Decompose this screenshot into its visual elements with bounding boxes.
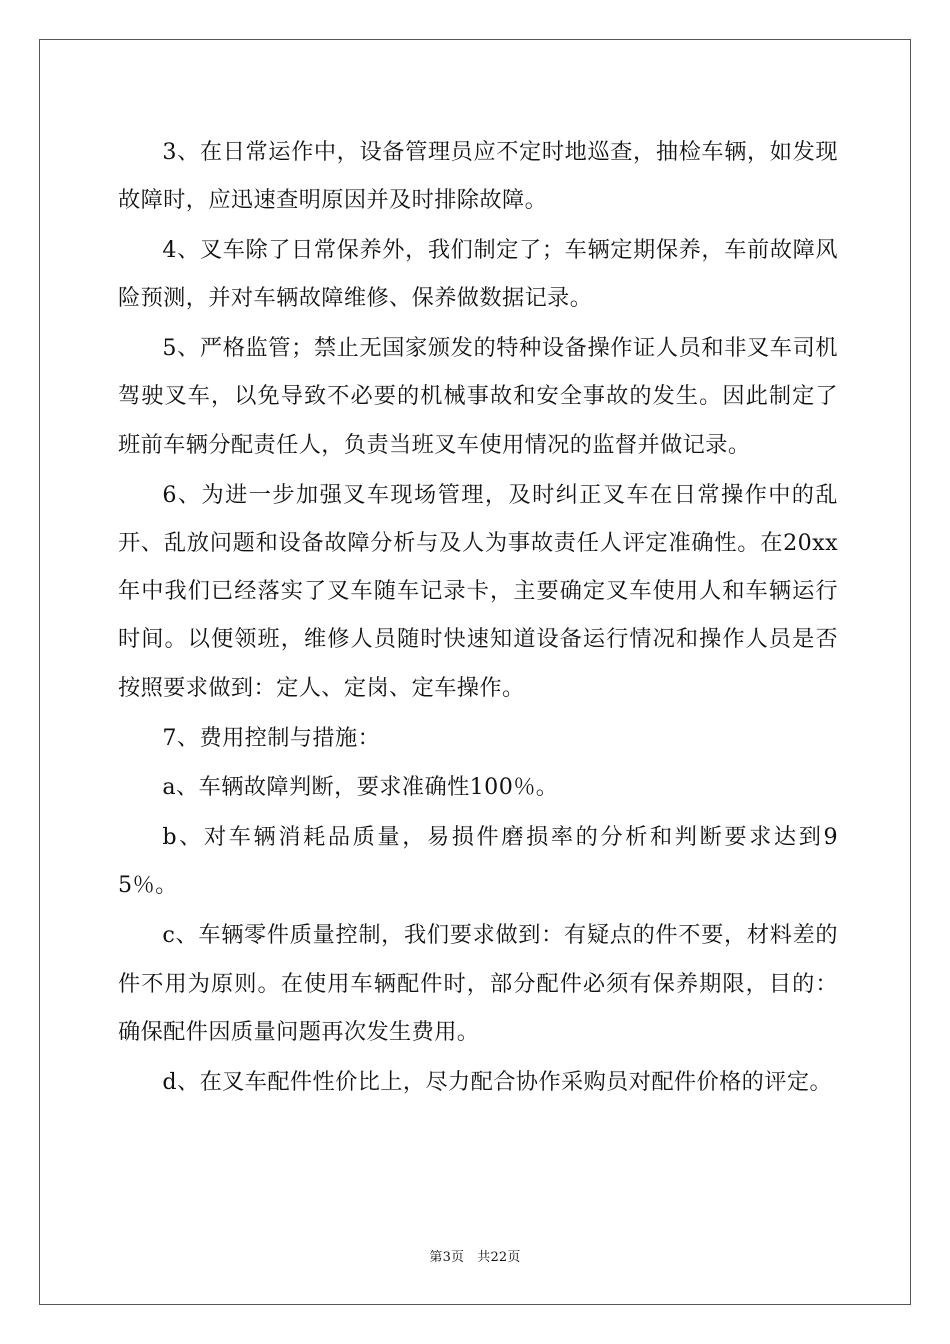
paragraph-item-4: 4、叉车除了日常保养外，我们制定了；车辆定期保养，车前故障风险预测，并对车辆故障维修、保养做数据记录。 bbox=[118, 237, 838, 312]
paragraph-item-a: a、车辆故障判断，要求准确性100％。 bbox=[162, 774, 559, 801]
page-number: 第3页 bbox=[429, 1250, 465, 1265]
paragraph-item-b: b、对车辆消耗品质量，易损件磨损率的分析和判断要求达到95％。 bbox=[118, 824, 838, 899]
paragraph-item-7-heading: 7、费用控制与措施： bbox=[162, 724, 381, 751]
paragraph-item-d: d、在叉车配件性价比上，尽力配合协作采购员对配件价格的评定。 bbox=[162, 1068, 833, 1095]
paragraph-item-5: 5、严格监管；禁止无国家颁发的特种设备操作证人员和非叉车司机驾驶叉车，以免导致不必要的机械事故和安全事故的发生。因此制定了班前车辆分配责任人，负责当班叉车使用情况的监督并做记录。 bbox=[118, 335, 838, 458]
footer-gap bbox=[464, 1250, 477, 1265]
paragraph-item-c: c、车辆零件质量控制，我们要求做到：有疑点的件不要，材料差的件不用为原则。在使用车辆配件时，部分配件必须有保养期限，目的：确保配件因质量问题再次发生费用。 bbox=[118, 922, 838, 1045]
page-total: 共22页 bbox=[477, 1250, 521, 1265]
paragraph-item-6: 6、为进一步加强叉车现场管理，及时纠正叉车在日常操作中的乱开、乱放问题和设备故障分析与及人为事故责任人评定准确性。在20xx年中我们已经落实了叉车随车记录卡，主要确定叉车使用人和车辆运行时间。以便领班，维修人员随时快速知道设备运行情况和操作人员是否按照要求做到：定人、定岗、定车操作。 bbox=[118, 481, 838, 701]
document-body bbox=[118, 128, 838, 1107]
paragraph-item-3: 3、在日常运作中，设备管理员应不定时地巡查，抽检车辆，如发现故障时，应迅速查明原因并及时排除故障。 bbox=[118, 139, 838, 214]
page-footer bbox=[0, 1246, 950, 1265]
